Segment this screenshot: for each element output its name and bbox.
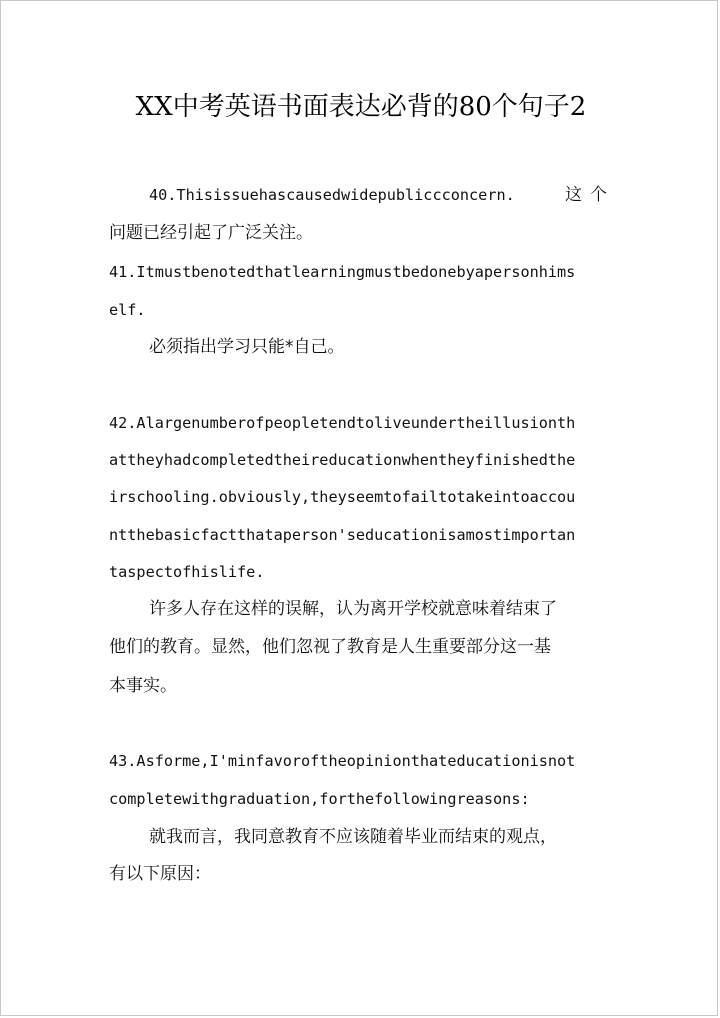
- sentence-43-english-line-2: completewithgraduation,forthefollowingreasons:: [109, 790, 530, 808]
- sentence-43-chinese-line-1: 就我而言，我同意教育不应该随着毕业而结束的观点，: [149, 827, 557, 847]
- sentence-42-chinese-line-1: 许多人存在这样的误解，认为离开学校就意味着结束了: [149, 599, 557, 619]
- sentence-43-chinese-line-2: 有以下原因：: [109, 864, 211, 884]
- sentence-42-english-line-4: ntthebasicfactthataperson'seducationisamostimportan: [109, 526, 576, 544]
- sentence-42-english-line-3: irschooling.obviously,theyseemtofailtotakeintoaccou: [109, 488, 576, 506]
- sentence-42-english-line-5: taspectofhislife.: [109, 563, 265, 581]
- sentence-43-english-line-1: 43.Asforme,I'minfavoroftheopinionthateducationisnot: [109, 752, 576, 770]
- document-title: XX中考英语书面表达必背的80个句子2: [135, 92, 587, 122]
- sentence-42-english-line-1: 42.Alargenumberofpeopletendtoliveundertheillusionth: [109, 414, 576, 432]
- sentence-42-english-line-2: attheyhadcompletedtheireducationwhentheyfinishedthe: [109, 451, 576, 469]
- sentence-42-chinese-line-2: 他们的教育。显然，他们忽视了教育是人生重要部分这一基: [109, 637, 551, 657]
- sentence-41-chinese: 必须指出学习只能*自己。: [149, 337, 345, 357]
- sentence-40-chinese-part-1: 这个: [565, 185, 615, 205]
- sentence-41-english-line-2: elf.: [109, 301, 146, 319]
- sentence-40-english: 40.Thisissuehascausedwidepubliccconcern.: [149, 186, 515, 204]
- sentence-41-english-line-1: 41.Itmustbenotedthatlearningmustbedonebyapersonhims: [109, 263, 576, 281]
- sentence-40-chinese-part-2: 问题已经引起了广泛关注。: [109, 223, 313, 243]
- sentence-42-chinese-line-3: 本事实。: [109, 676, 177, 696]
